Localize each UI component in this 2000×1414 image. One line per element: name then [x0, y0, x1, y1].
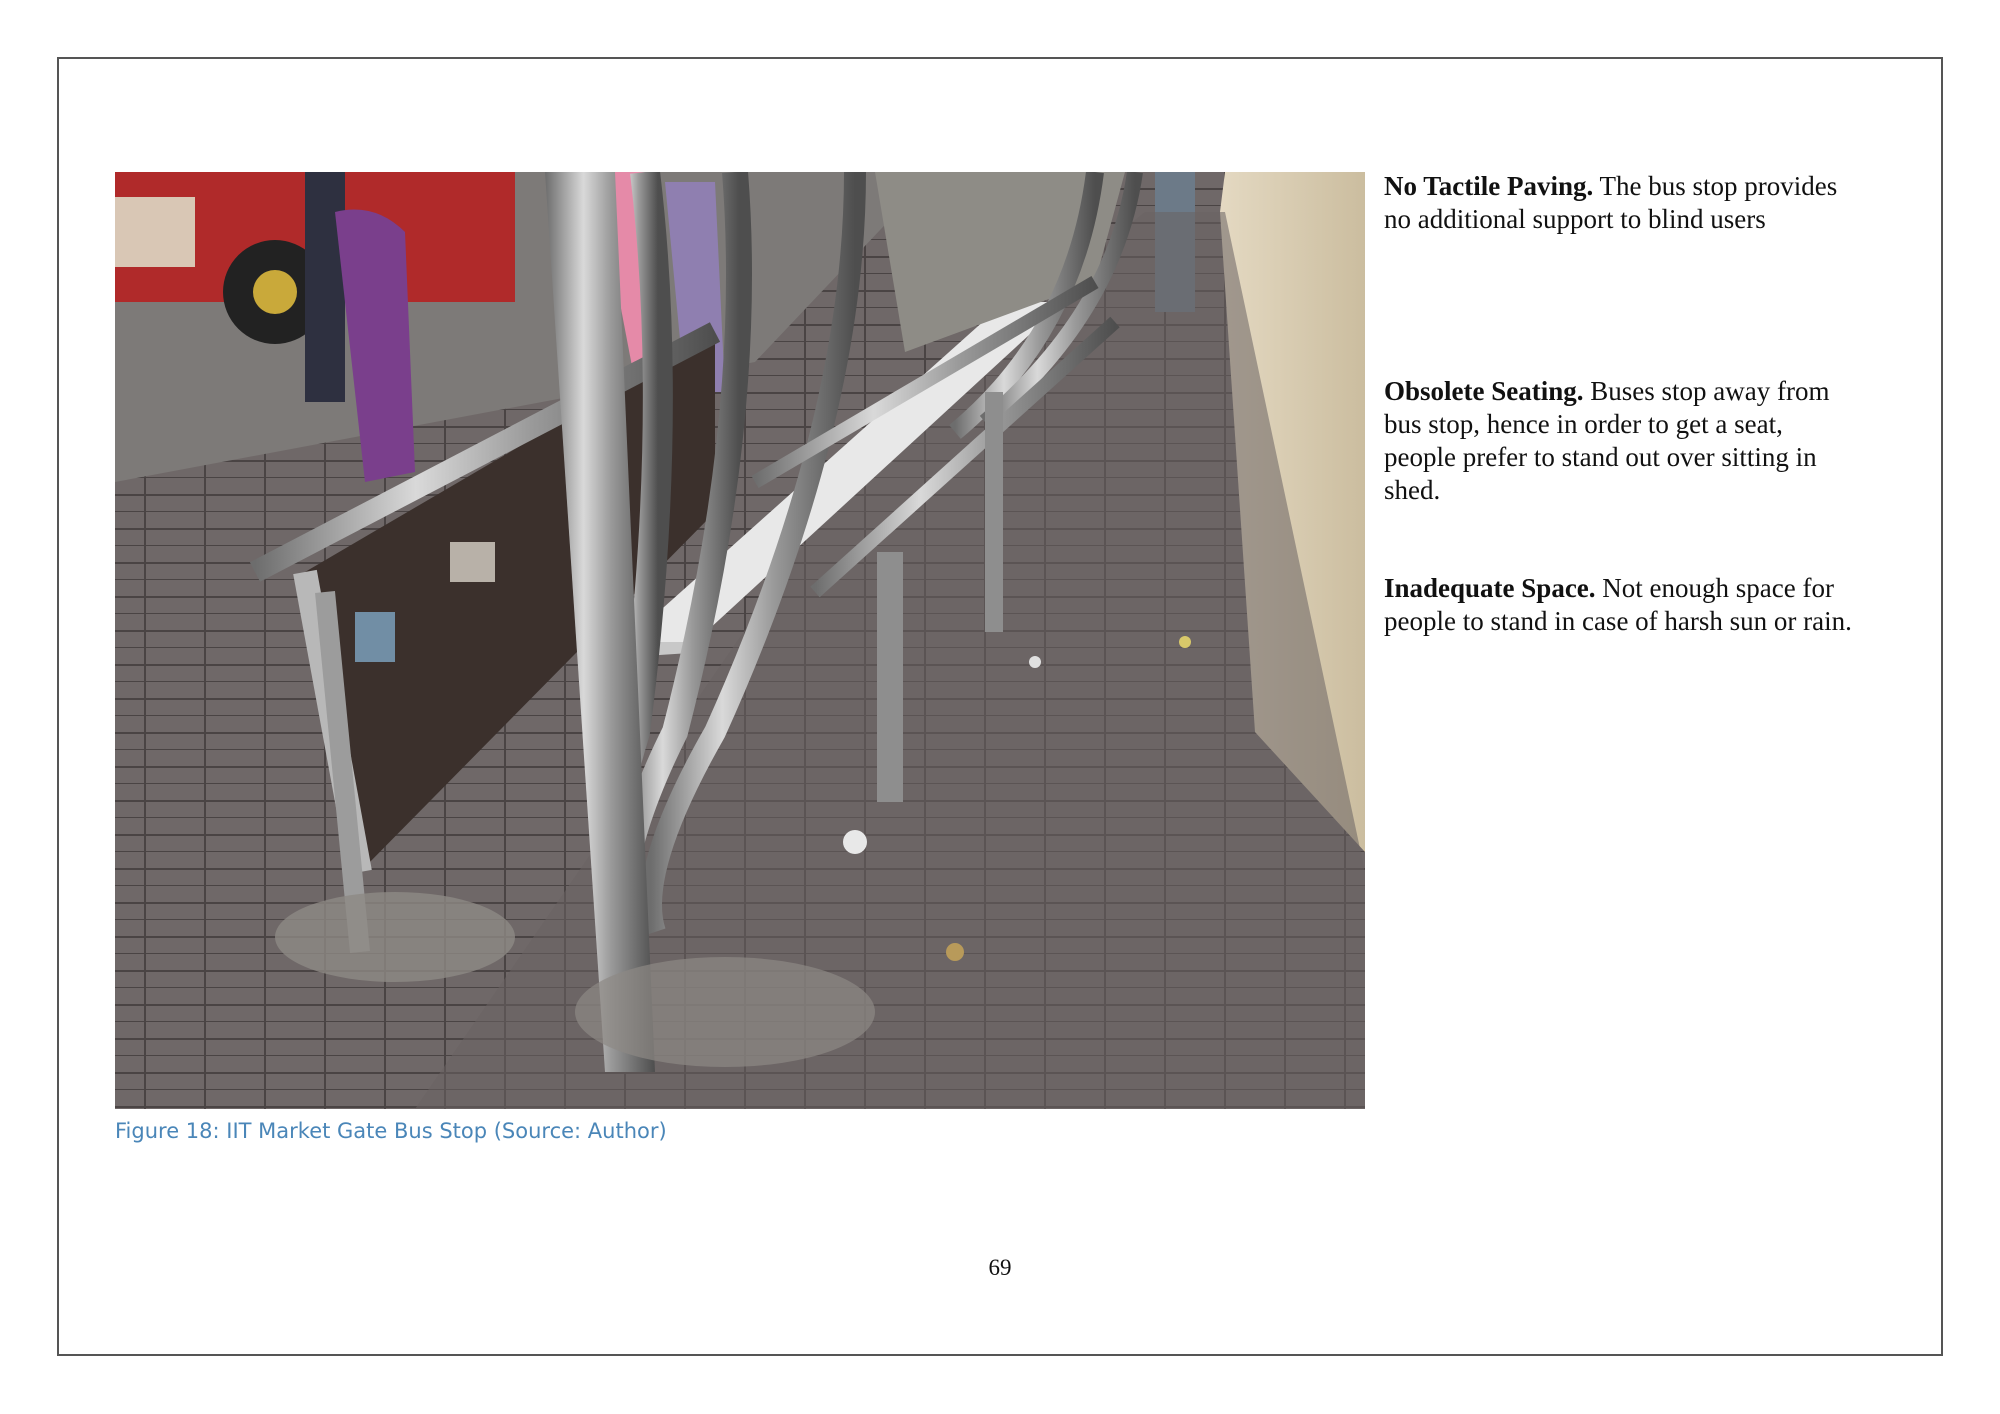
paragraph-heading: Obsolete Seating.: [1384, 376, 1584, 406]
figure-caption: Figure 18: IIT Market Gate Bus Stop (Source: Author): [115, 1119, 667, 1143]
paragraph-heading: Inadequate Space.: [1384, 573, 1596, 603]
paragraph-heading: No Tactile Paving.: [1384, 171, 1594, 201]
bus-stop-photo: [115, 172, 1365, 1109]
paragraph-body: Buses stop away from bus stop, hence in order to get a seat, people prefer to stand out over sitting in shed.: [1384, 376, 1830, 505]
paragraph-obsolete-seating: [1384, 375, 1854, 507]
paragraph-tactile-paving: [1384, 170, 1854, 236]
paragraph-inadequate-space: [1384, 572, 1854, 638]
paragraph-body: The bus stop provides no additional support to blind users: [1384, 171, 1838, 234]
page-number: 69: [988, 1255, 1012, 1280]
paragraph-body: Not enough space for people to stand in case of harsh sun or rain.: [1384, 573, 1852, 636]
